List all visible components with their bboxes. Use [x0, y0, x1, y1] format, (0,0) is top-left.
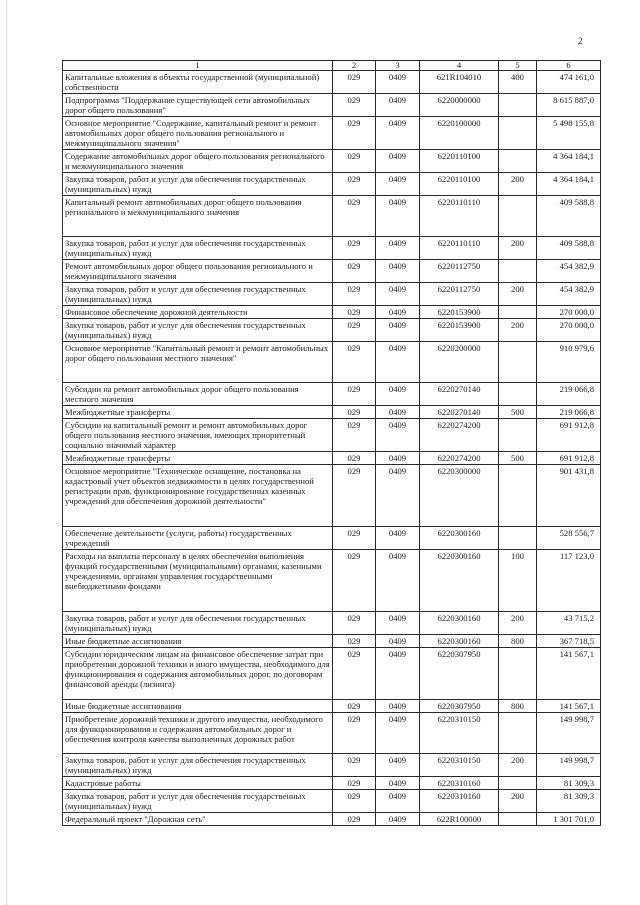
- cell-name: Подпрограмма "Поддержание существующей сети автомобильных дорог общего пользования": [63, 94, 333, 117]
- cell-amount: 219 066,8: [537, 406, 601, 419]
- cell-target-code: 6220310160: [420, 777, 499, 790]
- column-header-section: 3: [376, 61, 420, 71]
- cell-section: 0409: [376, 635, 420, 648]
- cell-grbs: 029: [333, 117, 376, 150]
- cell-name: Кадастровые работы: [63, 777, 333, 790]
- cell-section: 0409: [376, 283, 420, 306]
- table-row: [63, 700, 601, 713]
- cell-target-code: 6220310150: [420, 754, 499, 777]
- cell-amount: 81 309,3: [537, 777, 601, 790]
- cell-name: Субсидии на капитальный ремонт и ремонт автомобильных дорог общего пользования местного значения, имеющих приоритетный социально значимый характер: [63, 419, 333, 452]
- table-row: [63, 173, 601, 196]
- cell-target-code: 6220300160: [420, 550, 499, 612]
- cell-section: 0409: [376, 150, 420, 173]
- cell-name: Финансовое обеспечение дорожной деятельности: [63, 306, 333, 319]
- table-row: [63, 150, 601, 173]
- cell-section: 0409: [376, 813, 420, 826]
- cell-grbs: 029: [333, 527, 376, 550]
- cell-section: 0409: [376, 260, 420, 283]
- cell-target-code: 6220110100: [420, 150, 499, 173]
- table-row: [63, 71, 601, 94]
- cell-expense-type: [499, 465, 537, 527]
- cell-expense-type: 200: [499, 283, 537, 306]
- cell-name: Межбюджетные трансферты: [63, 406, 333, 419]
- cell-target-code: 622R100000: [420, 813, 499, 826]
- table-row: [63, 117, 601, 150]
- cell-amount: 367 718,5: [537, 635, 601, 648]
- cell-section: 0409: [376, 527, 420, 550]
- cell-grbs: 029: [333, 648, 376, 700]
- cell-name: Обеспечение деятельности (услуги, работы) государственных учреждений: [63, 527, 333, 550]
- cell-expense-type: [499, 813, 537, 826]
- cell-amount: 141 567,1: [537, 700, 601, 713]
- cell-grbs: 029: [333, 790, 376, 813]
- cell-target-code: 6220200000: [420, 342, 499, 383]
- cell-section: 0409: [376, 173, 420, 196]
- table-row: [63, 406, 601, 419]
- cell-target-code: 6220270140: [420, 383, 499, 406]
- table-row: [63, 260, 601, 283]
- cell-expense-type: 200: [499, 790, 537, 813]
- cell-amount: 43 715,2: [537, 612, 601, 635]
- cell-grbs: 029: [333, 196, 376, 237]
- cell-amount: 149 998,7: [537, 713, 601, 754]
- cell-grbs: 029: [333, 260, 376, 283]
- cell-name: Иные бюджетные ассигнования: [63, 635, 333, 648]
- cell-expense-type: [499, 383, 537, 406]
- cell-amount: 141 567,1: [537, 648, 601, 700]
- column-header-vr: 5: [499, 61, 537, 71]
- cell-amount: 454 382,9: [537, 283, 601, 306]
- cell-section: 0409: [376, 406, 420, 419]
- cell-target-code: 6220307950: [420, 648, 499, 700]
- cell-target-code: 6220300160: [420, 527, 499, 550]
- cell-section: 0409: [376, 94, 420, 117]
- cell-name: Федеральный проект "Дорожная сеть": [63, 813, 333, 826]
- cell-grbs: 029: [333, 406, 376, 419]
- cell-target-code: 6220110110: [420, 237, 499, 260]
- table-row: [63, 94, 601, 117]
- cell-grbs: 029: [333, 306, 376, 319]
- cell-name: Субсидии юридическим лицам на финансовое обеспечение затрат при приобретении дорожной техники и иного имущества, необходимого для функционирования и содержания автомобильных дорог, по договорам финансовой аренды (лизинга): [63, 648, 333, 700]
- cell-name: Закупка товаров, работ и услуг для обеспечения государственных (муниципальных) нужд: [63, 754, 333, 777]
- cell-grbs: 029: [333, 71, 376, 94]
- cell-section: 0409: [376, 465, 420, 527]
- cell-amount: 1 301 701,0: [537, 813, 601, 826]
- cell-target-code: 6220153900: [420, 319, 499, 342]
- cell-expense-type: 200: [499, 319, 537, 342]
- cell-name: Капитальный ремонт автомобильных дорог общего пользования регионального и межмуниципального значения: [63, 196, 333, 237]
- cell-amount: 528 556,7: [537, 527, 601, 550]
- cell-target-code: 6220110110: [420, 196, 499, 237]
- table-row: [63, 237, 601, 260]
- cell-expense-type: [499, 94, 537, 117]
- cell-grbs: 029: [333, 754, 376, 777]
- cell-target-code: 6220310160: [420, 790, 499, 813]
- cell-name: Ремонт автомобильных дорог общего пользования регионального и межмуниципального значения: [63, 260, 333, 283]
- table-row: [63, 342, 601, 383]
- table-row: [63, 452, 601, 465]
- page-number: 2: [578, 36, 583, 46]
- cell-grbs: 029: [333, 383, 376, 406]
- cell-amount: 4 364 184,1: [537, 173, 601, 196]
- cell-name: Закупка товаров, работ и услуг для обеспечения государственных (муниципальных) нужд: [63, 237, 333, 260]
- cell-section: 0409: [376, 648, 420, 700]
- table-row: [63, 813, 601, 826]
- cell-grbs: 029: [333, 237, 376, 260]
- cell-expense-type: [499, 527, 537, 550]
- cell-amount: 691 912,8: [537, 419, 601, 452]
- cell-expense-type: 800: [499, 635, 537, 648]
- cell-expense-type: 500: [499, 406, 537, 419]
- table-row: [63, 465, 601, 527]
- cell-expense-type: 500: [499, 452, 537, 465]
- cell-section: 0409: [376, 754, 420, 777]
- cell-section: 0409: [376, 196, 420, 237]
- cell-name: Основное мероприятие "Техническое оснащение, постановка на кадастровый учет объектов недвижимости в целях государственной регистрации прав, функционирование государственных казенных учреждений для обеспечения дорожной деятельности": [63, 465, 333, 527]
- cell-grbs: 029: [333, 283, 376, 306]
- cell-target-code: 6220300160: [420, 635, 499, 648]
- cell-expense-type: [499, 777, 537, 790]
- cell-name: Межбюджетные трансферты: [63, 452, 333, 465]
- cell-amount: 454 382,9: [537, 260, 601, 283]
- cell-amount: 5 498 155,8: [537, 117, 601, 150]
- table-row: [63, 306, 601, 319]
- cell-grbs: 029: [333, 173, 376, 196]
- cell-expense-type: [499, 150, 537, 173]
- cell-expense-type: 200: [499, 237, 537, 260]
- cell-name: Капитальные вложения в объекты государственной (муниципальной) собственности: [63, 71, 333, 94]
- cell-name: Расходы на выплаты персоналу в целях обеспечения выполнения функций государственными (муниципальными) органами, казенными учреждениями, органами управления государственными внебюджетными фондами: [63, 550, 333, 612]
- cell-section: 0409: [376, 550, 420, 612]
- cell-name: Иные бюджетные ассигнования: [63, 700, 333, 713]
- table-row: [63, 527, 601, 550]
- cell-name: Закупка товаров, работ и услуг для обеспечения государственных (муниципальных) нужд: [63, 173, 333, 196]
- cell-amount: 270 000,0: [537, 319, 601, 342]
- cell-amount: 901 431,8: [537, 465, 601, 527]
- cell-expense-type: [499, 260, 537, 283]
- table-row: [63, 648, 601, 700]
- cell-expense-type: 100: [499, 550, 537, 612]
- cell-grbs: 029: [333, 713, 376, 754]
- cell-amount: 691 912,8: [537, 452, 601, 465]
- cell-amount: 219 066,8: [537, 383, 601, 406]
- cell-section: 0409: [376, 790, 420, 813]
- table-row: [63, 550, 601, 612]
- table-row: [63, 419, 601, 452]
- cell-name: Содержание автомобильных дорог общего пользования регионального и межмуниципального значения: [63, 150, 333, 173]
- table-header-row: [63, 61, 601, 71]
- cell-target-code: 6220274200: [420, 452, 499, 465]
- table-row: [63, 635, 601, 648]
- cell-expense-type: [499, 306, 537, 319]
- cell-target-code: 6220310150: [420, 713, 499, 754]
- column-header-target: 4: [420, 61, 499, 71]
- table-row: [63, 754, 601, 777]
- table-row: [63, 383, 601, 406]
- cell-grbs: 029: [333, 777, 376, 790]
- cell-name: Основное мероприятие "Содержание, капитальный ремонт и ремонт автомобильных дорог общего пользования регионального и межмуниципального значения": [63, 117, 333, 150]
- cell-target-code: 6220300000: [420, 465, 499, 527]
- cell-amount: 474 161,0: [537, 71, 601, 94]
- column-header-name: 1: [63, 61, 333, 71]
- cell-target-code: 6220153900: [420, 306, 499, 319]
- cell-name: Закупка товаров, работ и услуг для обеспечения государственных (муниципальных) нужд: [63, 790, 333, 813]
- cell-amount: 4 364 184,1: [537, 150, 601, 173]
- cell-amount: 117 123,0: [537, 550, 601, 612]
- table-row: [63, 612, 601, 635]
- cell-grbs: 029: [333, 342, 376, 383]
- cell-section: 0409: [376, 452, 420, 465]
- cell-grbs: 029: [333, 452, 376, 465]
- cell-expense-type: [499, 648, 537, 700]
- cell-target-code: 6220112750: [420, 283, 499, 306]
- column-header-grbs: 2: [333, 61, 376, 71]
- cell-grbs: 029: [333, 635, 376, 648]
- cell-section: 0409: [376, 117, 420, 150]
- column-header-amount: 6: [537, 61, 601, 71]
- cell-amount: 409 588,8: [537, 196, 601, 237]
- cell-amount: 81 309,3: [537, 790, 601, 813]
- cell-expense-type: 200: [499, 612, 537, 635]
- cell-target-code: 6220300160: [420, 612, 499, 635]
- cell-target-code: 6220000000: [420, 94, 499, 117]
- table-row: [63, 777, 601, 790]
- cell-section: 0409: [376, 342, 420, 383]
- cell-section: 0409: [376, 777, 420, 790]
- cell-target-code: 6220110100: [420, 173, 499, 196]
- cell-target-code: 6220274200: [420, 419, 499, 452]
- cell-grbs: 029: [333, 465, 376, 527]
- cell-amount: 409 588,8: [537, 237, 601, 260]
- cell-target-code: 6220100000: [420, 117, 499, 150]
- page-edge-line: [6, 0, 8, 905]
- cell-target-code: 6220112750: [420, 260, 499, 283]
- table-row: [63, 283, 601, 306]
- cell-amount: 149 998,7: [537, 754, 601, 777]
- cell-expense-type: 200: [499, 173, 537, 196]
- cell-grbs: 029: [333, 150, 376, 173]
- cell-name: Основное мероприятие "Капитальный ремонт и ремонт автомобильных дорог общего пользования местного значения": [63, 342, 333, 383]
- table-row: [63, 713, 601, 754]
- cell-grbs: 029: [333, 700, 376, 713]
- cell-section: 0409: [376, 71, 420, 94]
- table-row: [63, 196, 601, 237]
- cell-grbs: 029: [333, 612, 376, 635]
- cell-name: Субсидии на ремонт автомобильных дорог общего пользования местного значения: [63, 383, 333, 406]
- cell-grbs: 029: [333, 550, 376, 612]
- cell-section: 0409: [376, 419, 420, 452]
- cell-expense-type: [499, 713, 537, 754]
- cell-section: 0409: [376, 319, 420, 342]
- cell-name: Закупка товаров, работ и услуг для обеспечения государственных (муниципальных) нужд: [63, 283, 333, 306]
- cell-grbs: 029: [333, 319, 376, 342]
- cell-name: Закупка товаров, работ и услуг для обеспечения государственных (муниципальных) нужд: [63, 319, 333, 342]
- cell-section: 0409: [376, 700, 420, 713]
- cell-name: Закупка товаров, работ и услуг для обеспечения государственных (муниципальных) нужд: [63, 612, 333, 635]
- cell-expense-type: 800: [499, 700, 537, 713]
- cell-expense-type: [499, 117, 537, 150]
- cell-grbs: 029: [333, 94, 376, 117]
- cell-section: 0409: [376, 306, 420, 319]
- cell-grbs: 029: [333, 813, 376, 826]
- cell-expense-type: 400: [499, 71, 537, 94]
- cell-section: 0409: [376, 237, 420, 260]
- table-row: [63, 319, 601, 342]
- cell-target-code: 6220270140: [420, 406, 499, 419]
- cell-grbs: 029: [333, 419, 376, 452]
- cell-expense-type: [499, 342, 537, 383]
- budget-table: [62, 60, 601, 826]
- cell-expense-type: [499, 419, 537, 452]
- table-row: [63, 790, 601, 813]
- cell-amount: 270 000,0: [537, 306, 601, 319]
- cell-target-code: 6220307950: [420, 700, 499, 713]
- cell-name: Приобретение дорожной техники и другого имущества, необходимого для функционирования и содержания автомобильных дорог и обеспечения контроля качества выполненных дорожных работ: [63, 713, 333, 754]
- cell-expense-type: [499, 196, 537, 237]
- cell-amount: 8 615 887,0: [537, 94, 601, 117]
- cell-section: 0409: [376, 713, 420, 754]
- cell-target-code: 621R104010: [420, 71, 499, 94]
- cell-amount: 910 979,6: [537, 342, 601, 383]
- cell-expense-type: 200: [499, 754, 537, 777]
- cell-section: 0409: [376, 612, 420, 635]
- cell-section: 0409: [376, 383, 420, 406]
